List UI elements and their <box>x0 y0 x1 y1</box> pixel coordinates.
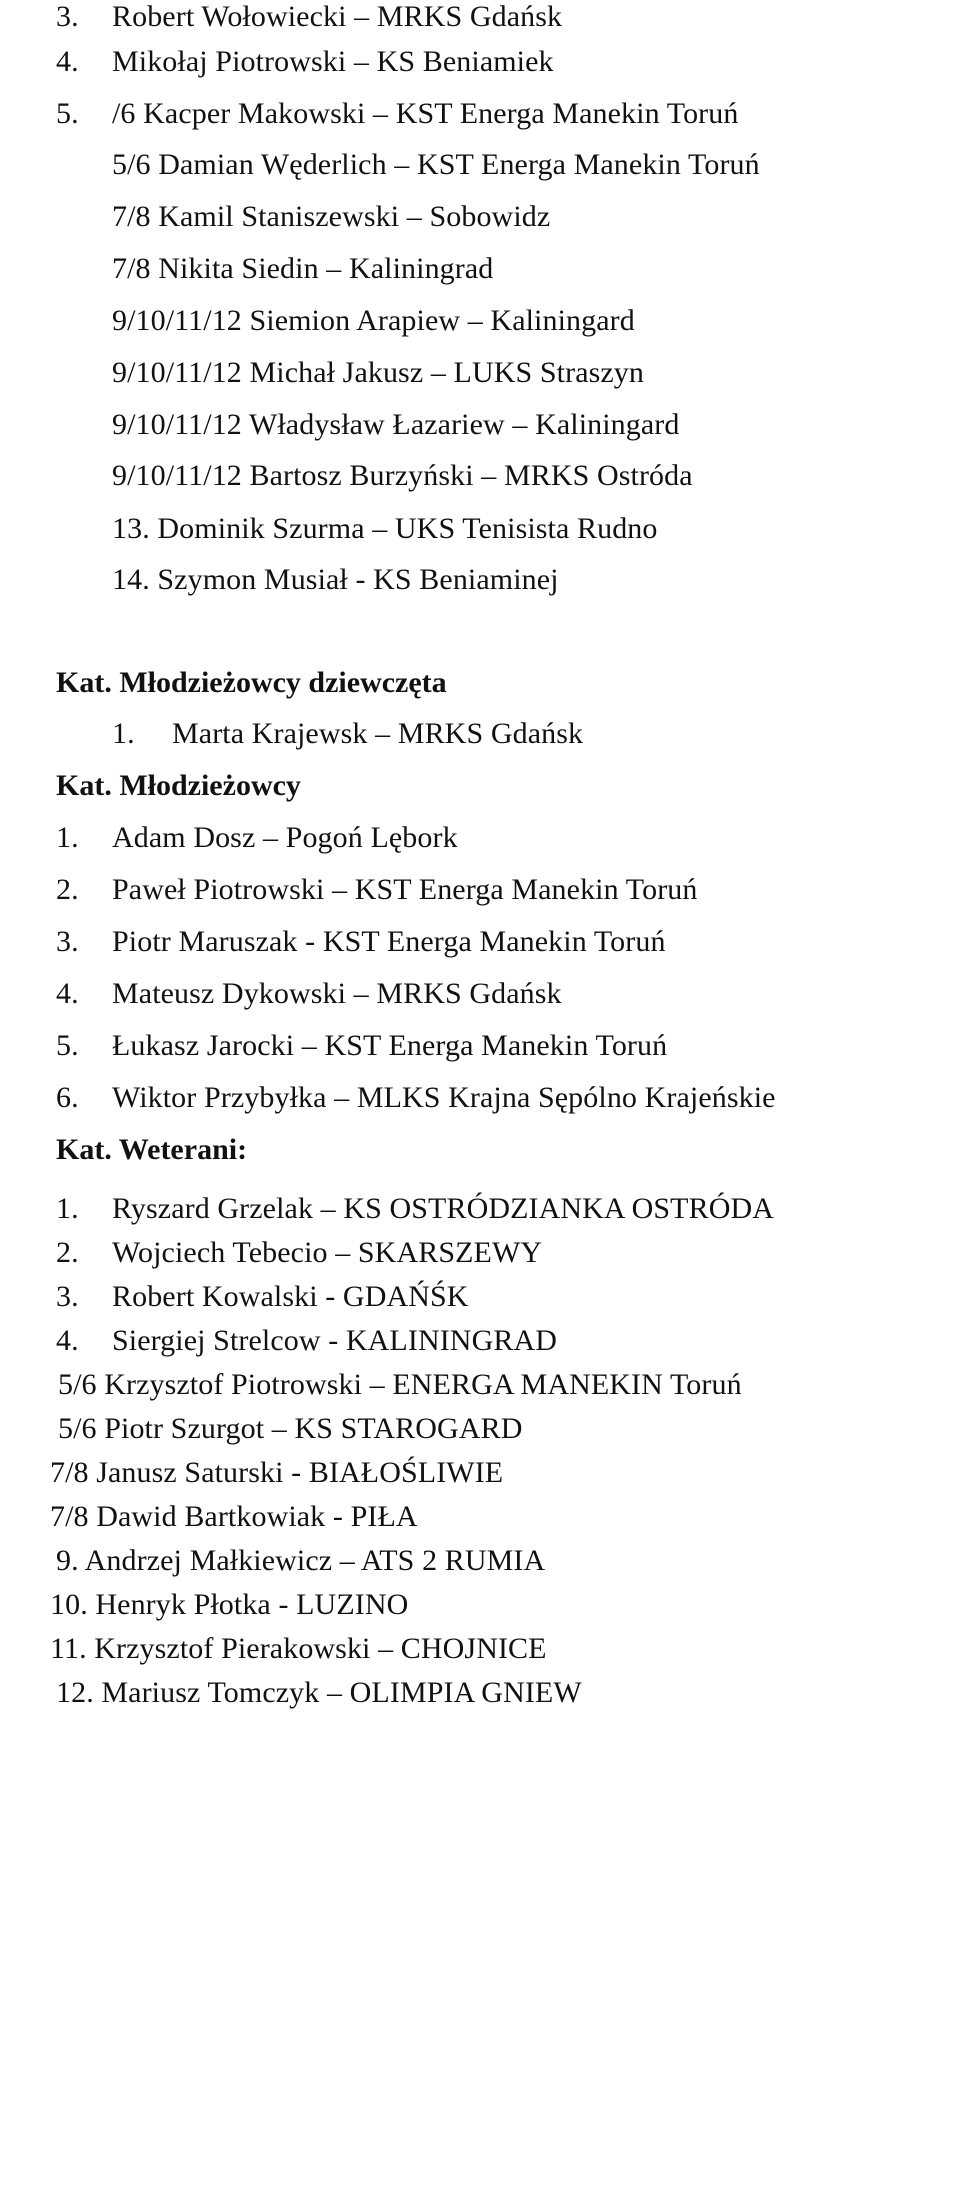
item-text: Piotr Maruszak - KST Energa Manekin Toruń <box>112 925 666 958</box>
list-item <box>112 252 493 286</box>
list-item <box>56 925 666 959</box>
item-text: 5/6 Damian Węderlich – KST Energa Manekin Toruń <box>112 148 760 181</box>
item-number: 5. <box>56 1029 79 1062</box>
list-item <box>112 717 583 751</box>
item-text: 12. Mariusz Tomczyk – OLIMPIA GNIEW <box>56 1676 582 1709</box>
list-item <box>56 0 562 34</box>
item-text: Wojciech Tebecio – SKARSZEWY <box>112 1236 543 1269</box>
item-number: 1. <box>112 717 135 750</box>
item-text: 5/6 Piotr Szurgot – KS STAROGARD <box>58 1412 523 1445</box>
list-item <box>56 45 554 79</box>
list-item <box>112 200 550 234</box>
item-text: Ryszard Grzelak – KS OSTRÓDZIANKA OSTRÓDA <box>112 1192 775 1225</box>
item-text: Adam Dosz – Pogoń Lębork <box>112 821 458 854</box>
list-item <box>58 1368 742 1402</box>
list-item <box>112 459 693 493</box>
list-item <box>56 1324 557 1358</box>
list-item <box>112 304 635 338</box>
item-text: 7/8 Nikita Siedin – Kaliningrad <box>112 252 494 285</box>
item-text: 10. Henryk Płotka - LUZINO <box>50 1588 409 1621</box>
item-text: 9/10/11/12 Władysław Łazariew – Kaliningard <box>112 408 680 441</box>
list-item <box>56 1280 469 1314</box>
item-text: Robert Kowalski - GDAŃŚK <box>112 1280 469 1313</box>
item-number: 4. <box>56 45 79 78</box>
item-text: 7/8 Dawid Bartkowiak - PIŁA <box>50 1500 418 1533</box>
list-item <box>56 977 562 1011</box>
list-item <box>58 1412 522 1446</box>
item-number: 4. <box>56 977 79 1010</box>
list-item <box>56 1236 542 1270</box>
item-number: 6. <box>56 1081 79 1114</box>
list-item <box>56 1029 667 1063</box>
item-text: 9/10/11/12 Siemion Arapiew – Kaliningard <box>112 304 635 337</box>
item-text: Marta Krajewsk – MRKS Gdańsk <box>172 717 584 750</box>
item-number: 1. <box>56 1192 79 1225</box>
item-number: 5. <box>56 97 79 130</box>
item-text: Paweł Piotrowski – KST Energa Manekin Toruń <box>112 873 698 906</box>
item-text: 13. Dominik Szurma – UKS Tenisista Rudno <box>112 512 658 545</box>
item-number: 1. <box>56 821 79 854</box>
list-item <box>56 873 698 907</box>
item-text: 9/10/11/12 Bartosz Burzyński – MRKS Ostróda <box>112 459 693 492</box>
item-text: 9/10/11/12 Michał Jakusz – LUKS Straszyn <box>112 356 645 389</box>
item-number: 4. <box>56 1324 79 1357</box>
item-text: 11. Krzysztof Pierakowski – CHOJNICE <box>50 1632 547 1665</box>
item-text: Wiktor Przybyłka – MLKS Krajna Sępólno Krajeńskie <box>112 1081 776 1114</box>
list-item <box>56 97 738 131</box>
list-item <box>56 821 458 855</box>
item-text: Mateusz Dykowski – MRKS Gdańsk <box>112 977 562 1010</box>
list-item <box>50 1632 547 1666</box>
list-item <box>112 148 760 182</box>
item-text: Robert Wołowiecki – MRKS Gdańsk <box>112 0 563 33</box>
section-heading: Kat. Młodzieżowcy <box>56 769 301 802</box>
list-item <box>112 563 559 597</box>
list-item <box>56 1544 545 1578</box>
item-text: Mikołaj Piotrowski – KS Beniamiek <box>112 45 554 78</box>
item-text: Łukasz Jarocki – KST Energa Manekin Toruń <box>112 1029 668 1062</box>
item-text: 9. Andrzej Małkiewicz – ATS 2 RUMIA <box>56 1544 546 1577</box>
item-number: 2. <box>56 1236 79 1269</box>
item-number: 3. <box>56 1280 79 1313</box>
item-text: /6 Kacper Makowski – KST Energa Manekin Toruń <box>112 97 739 130</box>
section-heading: Kat. Młodzieżowcy dziewczęta <box>56 666 447 699</box>
list-item <box>112 408 679 442</box>
section-heading: Kat. Weterani: <box>56 1133 248 1166</box>
list-item <box>50 1500 418 1534</box>
list-item <box>112 512 658 546</box>
item-text: Siergiej Strelcow - KALININGRAD <box>112 1324 557 1357</box>
list-item <box>112 356 644 390</box>
list-item <box>56 1081 776 1115</box>
item-number: 3. <box>56 0 79 33</box>
list-item <box>50 1588 408 1622</box>
list-item <box>56 1676 582 1710</box>
list-item <box>50 1456 503 1490</box>
item-text: 7/8 Janusz Saturski - BIAŁOŚLIWIE <box>50 1456 504 1489</box>
item-number: 3. <box>56 925 79 958</box>
item-number: 2. <box>56 873 79 906</box>
item-text: 7/8 Kamil Staniszewski – Sobowidz <box>112 200 551 233</box>
list-item <box>56 1192 774 1226</box>
item-text: 14. Szymon Musiał - KS Beniaminej <box>112 563 559 596</box>
item-text: 5/6 Krzysztof Piotrowski – ENERGA MANEKIN Toruń <box>58 1368 742 1401</box>
